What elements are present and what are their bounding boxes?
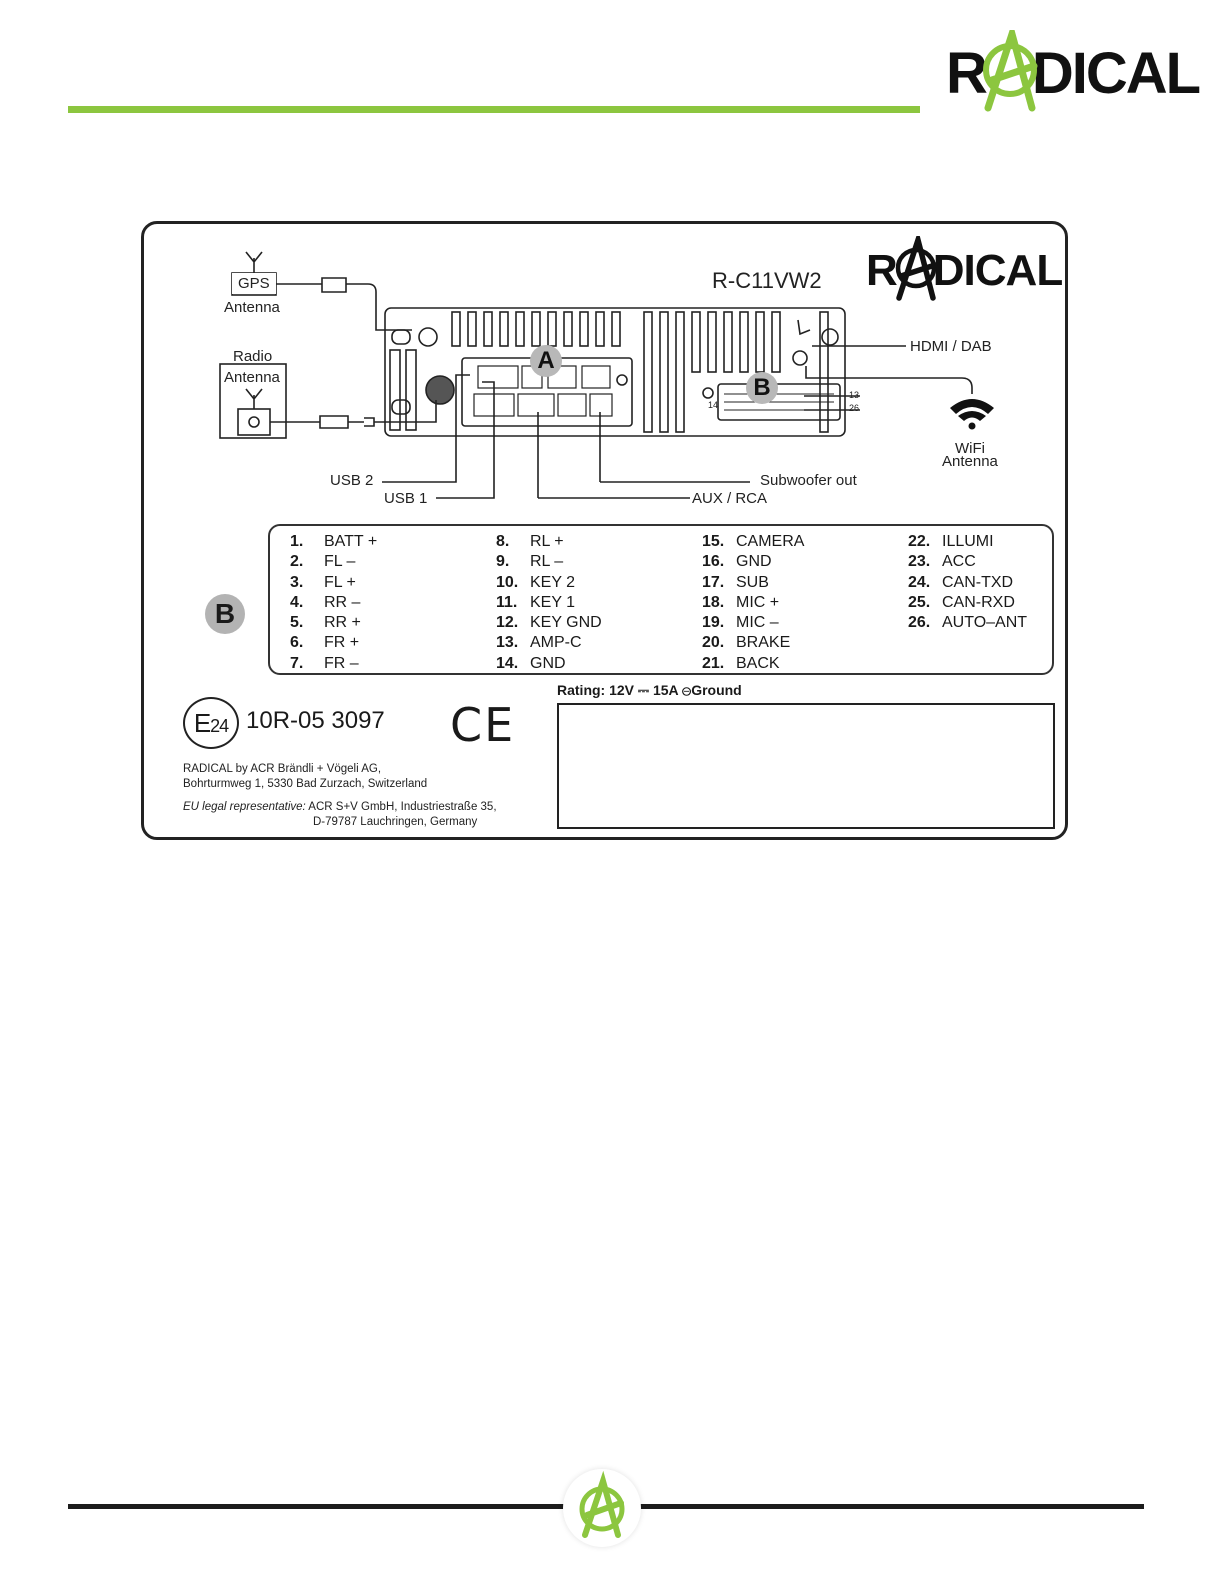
pin-name: BRAKE: [736, 634, 791, 652]
pin-row: [290, 613, 377, 633]
pin-row: [496, 552, 602, 572]
address-line-2: Bohrturmweg 1, 5330 Bad Zurzach, Switzerland: [183, 778, 428, 790]
pin-name: GND: [736, 553, 772, 571]
wifi-jack: [793, 351, 807, 365]
pin-number: 5.: [290, 614, 304, 632]
pin-name: RR –: [324, 593, 361, 611]
anarchy-a-icon: [897, 246, 933, 296]
pin-name: BACK: [736, 654, 780, 672]
legal-rep-line-2: D-79787 Lauchringen, Germany: [313, 816, 478, 828]
pin-name: AUTO–ANT: [942, 614, 1028, 632]
pin-13-label: 13: [849, 390, 860, 400]
pin-number: 15.: [702, 533, 725, 550]
pin-assignment-table: [268, 524, 1054, 675]
pin-14-label: 14: [708, 400, 719, 410]
dc-symbol-icon: ⎓: [637, 682, 650, 698]
pin-name: BATT +: [324, 533, 378, 550]
pin-number: 4.: [290, 593, 304, 611]
subwoofer-label: Subwoofer out: [760, 472, 857, 489]
serial-number-box: [557, 703, 1055, 829]
plug-a-marker: A: [530, 345, 562, 377]
manufacturer-address: [183, 762, 427, 792]
rating-ground: Ground: [691, 682, 742, 698]
pin-number: 13.: [496, 634, 519, 652]
wifi-icon: [950, 399, 994, 430]
radio-antenna-jack: [426, 376, 454, 404]
pin-number: 18.: [702, 593, 725, 611]
model-number: R-C11VW2: [712, 268, 822, 293]
gps-jack: [419, 328, 437, 346]
aux-rca-label: AUX / RCA: [692, 490, 768, 507]
radio-antenna-line2: Antenna: [224, 369, 280, 386]
pin-row: [496, 613, 602, 633]
pin-row: [908, 532, 1027, 552]
pin-row: [290, 573, 377, 593]
pin-row: [496, 633, 602, 653]
ground-symbol-icon: ⊝: [682, 682, 692, 698]
usb1-label: USB 1: [384, 490, 428, 507]
pin-name: KEY 1: [530, 593, 576, 611]
pin-name: FR +: [324, 634, 360, 652]
wifi-antenna-line1: WiFi: [955, 440, 985, 457]
e-mark-letter: E: [193, 708, 211, 738]
pin-row: [290, 654, 377, 674]
pin-number: 25.: [908, 593, 931, 611]
eu-legal-representative: [183, 800, 497, 830]
pin-column-1: [290, 532, 377, 674]
footer-logo-badge: [563, 1469, 641, 1547]
pin-row: [290, 532, 377, 552]
pin-table-marker: B: [205, 594, 245, 634]
legal-rep-line-1: ACR S+V GmbH, Industriestraße 35,: [308, 801, 497, 813]
hdmi-dab-label: HDMI / DAB: [910, 338, 992, 355]
pin-row: [496, 573, 602, 593]
pin-name: CAN-RXD: [942, 593, 1015, 611]
pin-26-label: 26: [849, 403, 860, 413]
pin-number: 1.: [290, 533, 304, 550]
pin-number: 23.: [908, 553, 931, 571]
pin-number: 2.: [290, 553, 304, 571]
pin-name: FL +: [324, 573, 356, 591]
pin-row: [496, 593, 602, 613]
rating-current: 15A: [652, 682, 679, 698]
pin-row: [702, 573, 804, 593]
hdmi-dab-jack: [822, 329, 838, 345]
pin-name: ILLUMI: [942, 533, 994, 550]
pin-row: [290, 552, 377, 572]
address-line-1: RADICAL by ACR Brändli + Vögeli AG,: [183, 763, 382, 775]
pin-row: [496, 532, 602, 552]
pin-number: 26.: [908, 614, 931, 632]
approval-number: 10R-05 3097: [246, 707, 385, 734]
pin-number: 19.: [702, 614, 725, 632]
heatsink-fins-right: [644, 312, 828, 432]
pin-row: [702, 654, 804, 674]
rating-voltage: Rating: 12V: [557, 682, 635, 698]
pin-column-3: [702, 532, 804, 674]
pin-name: ACC: [942, 553, 976, 571]
pin-row: [908, 552, 1027, 572]
pin-name: SUB: [736, 573, 769, 591]
pin-number: 24.: [908, 573, 931, 591]
power-rating: [557, 682, 742, 699]
pin-row: [908, 593, 1027, 613]
pin-number: 8.: [496, 533, 510, 550]
pin-number: 22.: [908, 533, 931, 550]
pin-row: [908, 573, 1027, 593]
pin-number: 7.: [290, 654, 304, 672]
pin-name: MIC –: [736, 614, 779, 632]
pin-row: [908, 613, 1027, 633]
pin-name: FR –: [324, 654, 359, 672]
pin-name: RL –: [530, 553, 564, 571]
ce-mark-icon: CE: [450, 698, 516, 752]
pin-name: KEY GND: [530, 614, 602, 632]
pin-number: 17.: [702, 573, 725, 591]
pin-name: AMP-C: [530, 634, 582, 652]
pin-row: [290, 633, 377, 653]
radio-antenna-line1: Radio: [233, 348, 273, 365]
pin-row: [702, 532, 804, 552]
pin-name: CAN-TXD: [942, 573, 1014, 591]
pin-row: [702, 633, 804, 653]
pin-number: 21.: [702, 654, 725, 672]
pin-number: 14.: [496, 654, 519, 672]
pin-row: [290, 593, 377, 613]
gps-box-label: GPS: [232, 273, 276, 294]
pin-number: 6.: [290, 634, 304, 652]
pin-name: MIC +: [736, 593, 780, 611]
plug-b-marker: B: [746, 372, 778, 404]
pin-number: 11.: [496, 593, 518, 611]
gps-antenna-caption: Antenna: [224, 299, 280, 316]
pin-name: RR +: [324, 614, 361, 632]
pin-row: [702, 593, 804, 613]
pin-column-4: [908, 532, 1027, 633]
wifi-antenna-line2: Antenna: [942, 453, 998, 470]
pin-number: 16.: [702, 553, 725, 571]
pin-column-2: [496, 532, 602, 674]
pin-number: 3.: [290, 573, 304, 591]
pin-number: 12.: [496, 614, 519, 632]
pin-name: CAMERA: [736, 533, 805, 550]
pin-row: [702, 613, 804, 633]
heatsink-fins-left: [452, 312, 620, 346]
pin-row: [496, 654, 602, 674]
brand-logo: R DICAL: [946, 44, 1199, 104]
pin-name: FL –: [324, 553, 356, 571]
e-mark-number: 24: [210, 716, 229, 736]
label-brand-logo: R DICAL: [866, 246, 1062, 296]
usb2-label: USB 2: [330, 472, 374, 489]
pin-number: 10.: [496, 573, 519, 591]
pin-number: 9.: [496, 553, 510, 571]
pin-name: KEY 2: [530, 573, 576, 591]
legal-rep-label: EU legal representative:: [183, 801, 306, 813]
pin-name: RL +: [530, 533, 564, 550]
pin-number: 20.: [702, 634, 725, 652]
pin-row: [702, 552, 804, 572]
pin-name: GND: [530, 654, 566, 672]
e-mark-icon: [183, 697, 239, 749]
anarchy-a-footer-icon: [563, 1469, 641, 1547]
